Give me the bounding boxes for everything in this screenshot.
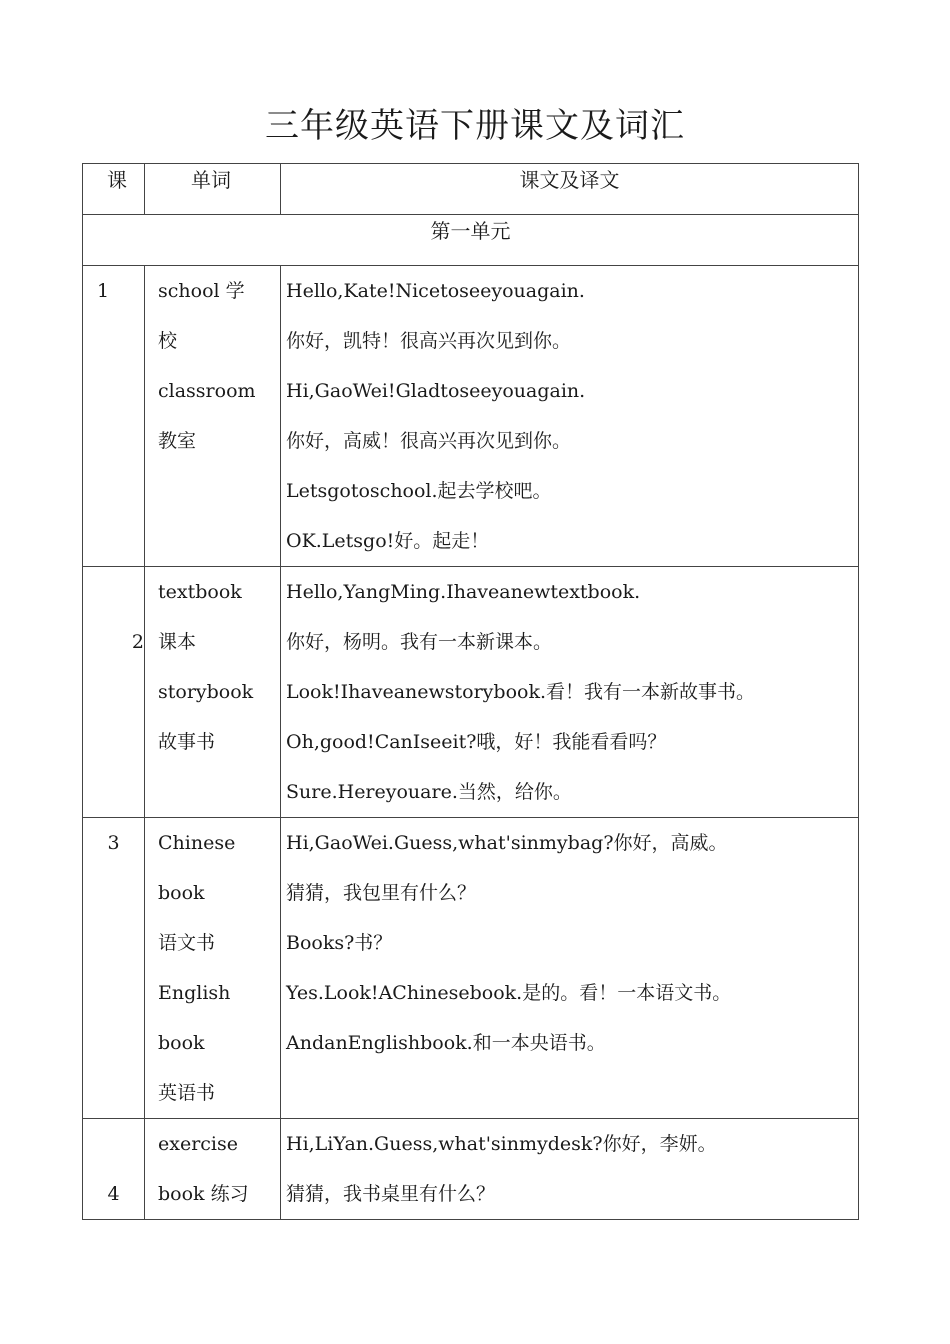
words-cell xyxy=(145,266,281,567)
word-line: textbook xyxy=(158,581,242,603)
header-words: 单词 xyxy=(145,164,281,215)
word-line: book xyxy=(158,882,205,904)
lesson-number: 2 xyxy=(131,631,144,653)
words-cell xyxy=(145,1119,281,1220)
lesson-number-cell xyxy=(83,567,145,818)
text-line: Letsgotoschool.起去学校吧。 xyxy=(286,480,552,502)
word-line: book xyxy=(158,1032,205,1054)
text-line: Oh,good!CanIseeit?哦，好！我能看看吗？ xyxy=(286,731,667,753)
word-line: school 学 xyxy=(158,280,245,302)
unit-row xyxy=(83,215,859,266)
header-text: 课文及译文 xyxy=(281,164,859,215)
lesson-number: 1 xyxy=(97,280,110,302)
word-line: 校 xyxy=(158,330,178,352)
word-line: 教室 xyxy=(158,430,197,452)
text-line: Look!Ihaveanewstorybook.看！我有一本新故事书。 xyxy=(286,681,755,703)
word-line: storybook xyxy=(158,681,254,703)
table-row xyxy=(83,1119,859,1220)
text-cell xyxy=(281,266,859,567)
lesson-number-cell xyxy=(83,818,145,1119)
words-cell xyxy=(145,818,281,1119)
header-lesson: 课 xyxy=(83,164,145,215)
table-row xyxy=(83,567,859,818)
text-line: 猜猜，我包里有什么？ xyxy=(286,882,477,904)
text-line: 猜猜，我书桌里有什么？ xyxy=(286,1183,496,1205)
text-line: Hello,Kate!Nicetoseeyouagain. xyxy=(286,280,585,302)
text-line: OK.Letsgo!好。起走！ xyxy=(286,530,490,552)
word-line: English xyxy=(158,982,231,1004)
unit-title: 第一单元 xyxy=(83,215,859,266)
text-cell xyxy=(281,818,859,1119)
table-header-row xyxy=(83,164,859,215)
text-line: Hi,GaoWei!Gladtoseeyouagain. xyxy=(286,380,586,402)
table-row xyxy=(83,818,859,1119)
text-line: Books?书？ xyxy=(286,932,393,954)
word-line: 语文书 xyxy=(158,932,216,954)
lesson-number: 3 xyxy=(107,832,120,854)
word-line: exercise xyxy=(158,1133,238,1155)
word-line: 课本 xyxy=(158,631,197,653)
text-line: 你好，杨明。我有一本新课本。 xyxy=(286,631,553,653)
lesson-number: 4 xyxy=(107,1183,120,1205)
vocabulary-table xyxy=(82,163,859,1220)
words-cell xyxy=(145,567,281,818)
text-cell xyxy=(281,1119,859,1220)
text-line: Yes.Look!AChinesebook.是的。看！一本语文书。 xyxy=(286,982,732,1004)
word-line: book 练习 xyxy=(158,1183,249,1205)
lesson-number-cell xyxy=(83,266,145,567)
word-line: classroom xyxy=(158,380,256,402)
text-cell xyxy=(281,567,859,818)
word-line: 英语书 xyxy=(158,1082,216,1104)
word-line: 故事书 xyxy=(158,731,216,753)
lesson-number-cell xyxy=(83,1119,145,1220)
text-line: 你好，高威！很高兴再次见到你。 xyxy=(286,430,572,452)
text-line: Sure.Hereyouare.当然，给你。 xyxy=(286,781,572,803)
table-row xyxy=(83,266,859,567)
text-line: 你好，凯特！很高兴再次见到你。 xyxy=(286,330,572,352)
text-line: Hello,YangMing.Ihaveanewtextbook. xyxy=(286,581,641,603)
text-line: Hi,GaoWei.Guess,what'sinmybag?你好，高威。 xyxy=(286,832,728,854)
word-line: Chinese xyxy=(158,832,236,854)
text-line: AndanEnglishbook.和一本央语书。 xyxy=(286,1032,606,1054)
text-line: Hi,LiYan.Guess,what'sinmydesk?你好，李妍。 xyxy=(286,1133,717,1155)
page-title: 三年级英语下册课文及词汇 xyxy=(265,106,685,146)
